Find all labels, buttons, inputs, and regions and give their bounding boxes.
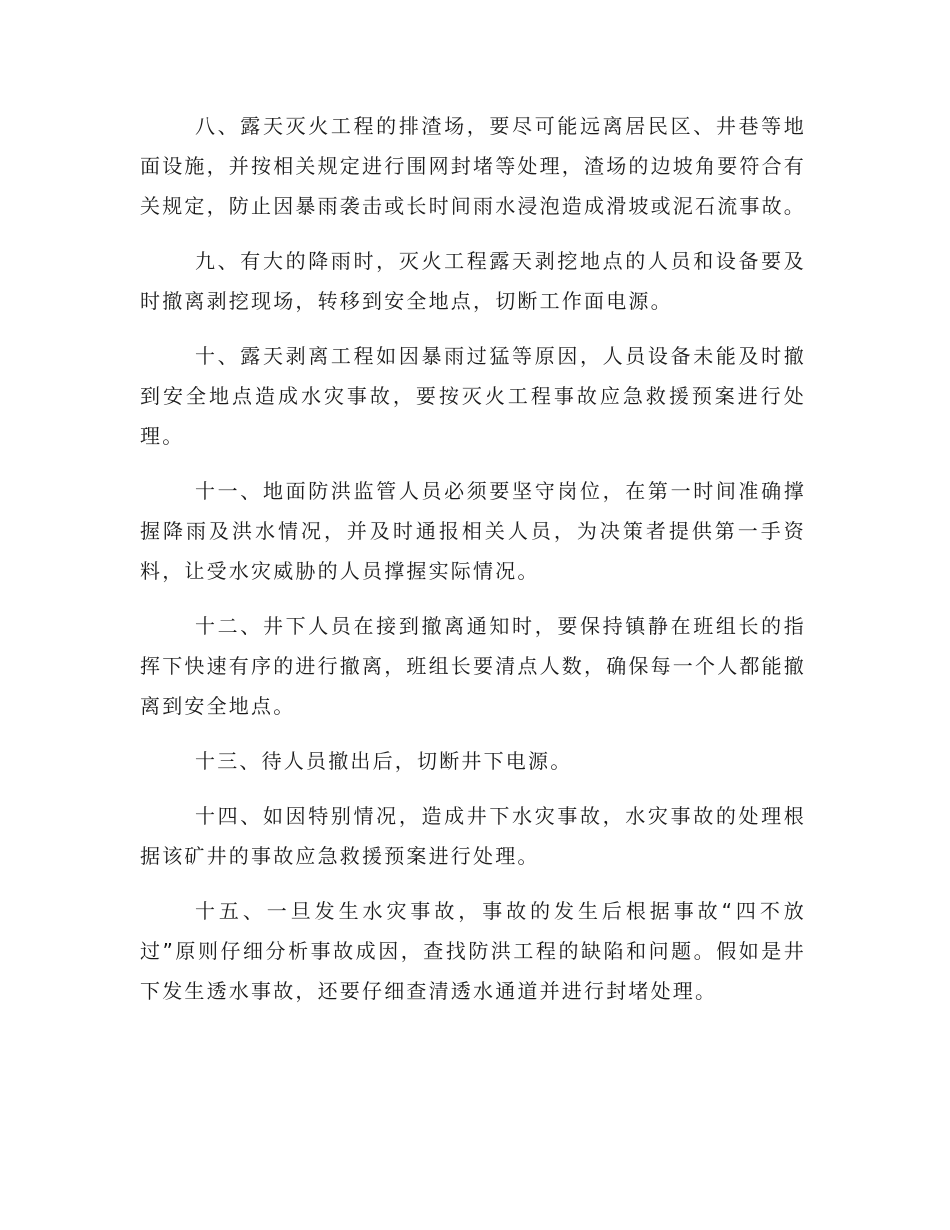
paragraph-14: 十四、如因特别情况，造成井下水灾事故，水灾事故的处理根据该矿井的事故应急救援预案进行处理。 [140, 804, 806, 868]
paragraph-8: 八、露天灭火工程的排渣场，要尽可能远离居民区、井巷等地面设施，并按相关规定进行围网封堵等处理，渣场的边坡角要符合有关规定，防止因暴雨袭击或长时间雨水浸泡造成滑坡或泥石流事故。 [140, 114, 806, 218]
paragraph-13: 十三、待人员撤出后，切断井下电源。 [195, 749, 573, 773]
paragraph-10: 十、露天剥离工程如因暴雨过猛等原因，人员设备未能及时撤到安全地点造成水灾事故，要按灭火工程事故应急救援预案进行处理。 [140, 344, 806, 448]
document-body [140, 106, 806, 1026]
paragraph-9: 九、有大的降雨时，灭火工程露天剥挖地点的人员和设备要及时撤离剥挖现场，转移到安全地点，切断工作面电源。 [140, 249, 806, 313]
paragraph-11: 十一、地面防洪监管人员必须要坚守岗位，在第一时间准确撑握降雨及洪水情况，并及时通报相关人员，为决策者提供第一手资料，让受水灾威胁的人员撑握实际情况。 [140, 479, 806, 583]
paragraph-15: 十五、一旦发生水灾事故，事故的发生后根据事故“四不放过”原则仔细分析事故成因，查找防洪工程的缺陷和问题。假如是井下发生透水事故，还要仔细查清透水通道并进行封堵处理。 [140, 899, 806, 1003]
paragraph-12: 十二、井下人员在接到撤离通知时，要保持镇静在班组长的指挥下快速有序的进行撤离，班组长要清点人数，确保每一个人都能撤离到安全地点。 [140, 614, 806, 718]
